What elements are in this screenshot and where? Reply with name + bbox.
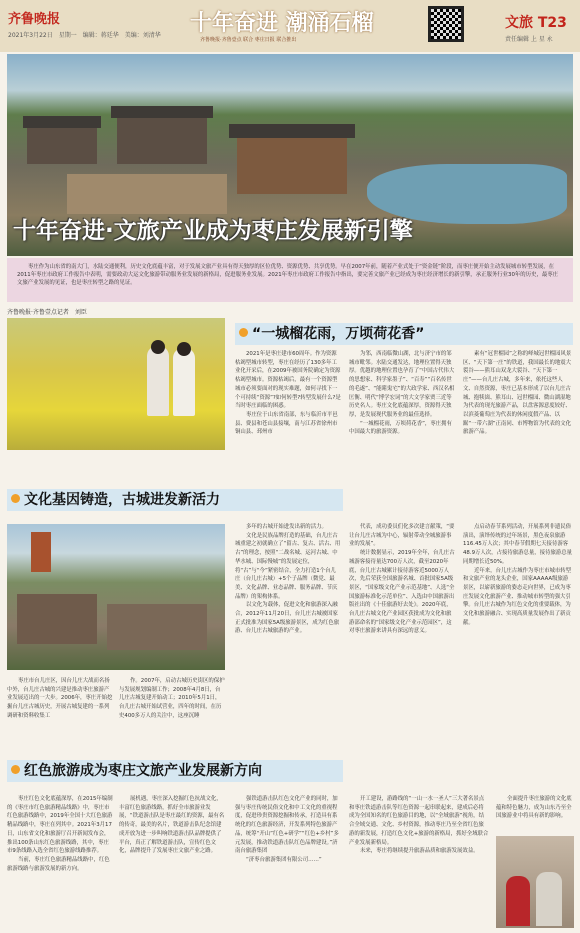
newspaper-logo: 齐鲁晚报 — [8, 12, 61, 27]
qr-code-icon — [428, 6, 464, 42]
roof — [23, 116, 101, 128]
text-column: 代表，成功委员们化多次建言献策，“要让台儿庄古城为中心，辐射带动全城旅游事业的发展”。 统计数据显示，2019年全年，台儿庄古城游客接待量达700万人次，截至2020年底，台儿庄古城累计接待游客近5000万人次，先后荣获全国旅游名城、首批国家5A级景区，“国家级文化产业示范基地”、人选“全国旅游标准化示范单位”、入选由中国旅游出版社出的《十佳旅游好去处》。2020年底，台儿庄古城文化产业园区获批成为文化和旅游部命名的“国家级文化产业示范园区”，这对枣庄旅游来讲具有深远的意义。 — [349, 524, 455, 635]
bullet-icon — [11, 494, 20, 503]
text-column: 强铁道游击队红色文化产业的同时，加强与枣庄传统民俗文化和中工文化的重视程度，促进珍贵资源挖掘和传承，打造具有系统化的红色旅游经济，开发系列特色旅游产品，统筹“开山”红色+研学”“红色+乡村”多元发展，推动铁道游击队红色品牌建设。”济南台旅游集团 “济枣台旅游集团有限公司……” — [235, 796, 339, 863]
person — [173, 348, 195, 416]
text-column: 开工建设，游路线的“一山一水一圣人”三大著名景点和枣庄铁道游击队等红色资源一起串联起来，建成后必将成为全国知名的红色旅游目的地，以“全域旅游”视角，结合全域交通、文化、乡村资源，推动枣庄乃至全省红色旅游的新发展，打造红色文化+旅游的新格局，抓好全域联合产业发展新格局。 未来，枣庄将继续提升旅游品质和旅游发展效益。 — [349, 796, 489, 855]
text-column: 枣庄红色文化底蕴深厚，在2015年编制的《枣庄市红色旅游精品线路》中，枣庄市红色旅游线路中，2019年全国十大红色旅游精品线路中，枣庄在列其中。2021年3月17日，山东省文化和旅游厅召开新闻发布会，推出100条山东红色旅游线路，其中，枣庄市9条线路入选全省红色旅游线路推荐。 当前，枣庄红色旅游精品线路中，红色旅游线路与旅游发展的新方向。 — [7, 796, 113, 872]
photo-ancient-town — [7, 524, 225, 670]
text-column: 为邻，西南临微山湖，北与济宁市的邹城市毗邻。水陆交通发达，地理位置得天独厚。优越的地理位置也孕育了“中国古代伟大的思想家、科学家墨子”、“百寿”“百名传世的毛遂”、“能睹鬼宅”的大政学家、西汉名相匡衡、明代“博学宏词”的大文学家贾三近等历史名人。枣庄文化底蕴深厚，资源得天独厚，是发展现代服务业的最佳选择。 “一城榴花雨，万顷荷花香”，枣庄拥有中国最大的旅游资源。 — [349, 351, 455, 436]
hero-photo — [7, 54, 573, 256]
building — [17, 594, 97, 644]
person — [536, 872, 562, 926]
page-header — [0, 0, 580, 52]
bullet-icon — [11, 765, 20, 774]
person-head — [151, 340, 165, 354]
city-wall — [67, 174, 227, 214]
text-column: 全面提升枣庄旅游的文化底蕴和特色魅力，成为山东乃至全国旅游业中将具有新的影响。 — [496, 796, 572, 820]
photo-elderly-couple — [496, 836, 574, 928]
roof — [229, 124, 355, 138]
dateline: 2021年3月22日 星期一 编辑：蒋廷华 美编：刘清华 — [8, 32, 161, 39]
building — [27, 124, 97, 164]
series-banner-sub: 齐鲁晚报·齐鲁壹点 联合 枣庄日报 联合推出 — [200, 37, 297, 43]
bullet-icon — [239, 328, 248, 337]
text-column: 2021年是枣庄建市60周年。作为资源枯竭型城市转型，枣庄在经历了130多年工业化开采后，在2009年被国务院确定为资源枯竭型城市。资源枯竭后，最有一个资源型城市必须要面对的现实难题，如何寻找下一个可持续“资源”?如何转型?转型发展什么?是当时枣庄面临的困惑。 枣庄位于山东省南部，东与临沂市平邑县、费县和苍山县接壤，南与江苏省徐州市铜山县、邳州市 — [235, 351, 341, 436]
roof — [111, 106, 213, 118]
person — [147, 346, 169, 416]
section-label: 文旅 T23 — [505, 15, 567, 31]
text-column: 多年的古城开始进发出新的活力。 文化是民族品牌打造的基础，台儿庄古城重建之初就确立了“留古、复古、活古、用古”的理念，按照“二战名城、运河古城、中华水城、国际慢城”的发展定位，将“古”与“今”紧密结合，全力打造1个台儿庄（台儿庄古城）+5个子品牌（微党、最美、文化品牌、业态品牌、服务品牌、节庆品牌）的架构体系。 以文化为载体，促进文化和旅游深入融合，2012年11月20日，台儿庄古城被国家正式批准为国家5A级旅游景区，成为红色旅游、台儿庄古城旅游的产业。 — [235, 524, 341, 635]
building — [117, 114, 207, 164]
lede-box — [7, 258, 573, 302]
section-title-3: 红色旅游成为枣庄文旅产业发展新方向 — [7, 760, 343, 782]
editor-credit: 责任编辑 上 星 永 — [505, 36, 553, 43]
person-head — [177, 342, 191, 356]
gate-tower — [237, 134, 347, 194]
section-title-2: 文化基因铸造，古城进发新活力 — [7, 489, 343, 511]
photo-rapeseed-field — [7, 318, 225, 450]
byline: 齐鲁晚报·齐鲁壹点记者 刘臣 — [7, 309, 87, 316]
text-column: 点启动春节系列活动，开展系列非遗民俗演出，演绎传统的过年场景，黑色夜泉旅游116.45万人次；其中春节假期七天接待游客48.9万人次，占接待旅游总量，接待旅游总量同期增长近50%。 近年来，台儿庄古城作为枣庄市城市转型和文旅产业的龙头企业，国家AAAAA级旅游景区，以崭新旅游的姿态走向世界，已成为枣庄发展文化旅游产业、推动城市转型的强大引擎。台儿庄古城作为红色文化的重要载体，为文化和旅游融合、实现高质量发展作出了新贡献。 — [463, 524, 573, 626]
series-banner: 十年奋进 潮涌石榴 — [190, 10, 374, 36]
pagoda — [31, 532, 51, 572]
person — [506, 876, 530, 926]
text-column: 作。2007年，启动古城历史街区的保护与发展规划编制工作；2008年4月8日，台儿庄古城复建开始动工；2010年5月1日，台儿庄古城开始试营业，四年的时间，在历史400多万人的关注中，这座沉睡 — [119, 678, 225, 719]
section-title-1: “一城榴花雨，万顷荷花香” — [235, 323, 573, 345]
hero-headline: 十年奋进·文旅产业成为枣庄发展新引擎 — [13, 218, 413, 244]
lede-text: 枣庄作为山东省的南大门，水陆交通便利，历史文化底蕴丰富，对于发展文旅产业具有得天独厚的区位优势、资源优势、共享优势。早在2007年前，随着产业式处于“资金链”阶段，而枣庄便开始主动发展城市转型发展，在2011年枣庄市政府工作报告中表明，需要政动大运文化旅游带动服务业发展的新格局，促进服务业发展。2021年枣庄市政府工作报告中指出，要完善文旅产业已经成为枣庄经济增长的新引擎，承正服务行业30年的历史，最枣庄文旅产业发展的见证，也是枣庄转型之路的见证。 — [17, 264, 559, 286]
text-column: 枣庄市台儿庄区，因台儿庄大战而名扬中外，台儿庄古城的兴建是推动枣庄旅游产业发展迈出的一大步。2006年，枣庄开始挖掘台儿庄古城历史，开展古城复建的一系列调研和资料收集工 — [7, 678, 113, 719]
text-column: 展机遇，枣庄深入挖掘红色抗战文化，丰富红色旅游线路，抓好全市旅游业发展，“铁道游击队是枣庄最红的资源，最有名的传奇，最美的名片，铁道游击队纪念馆建成开放为进一步叫响铁道游击队品牌提供了平台，真正了解铁道游击队，宣传红色文化，品牌提升了发展枣庄文旅产业之路。 — [119, 796, 225, 855]
text-column: 素有“冠世榴园”之称的峄城冠世榴园风景区、“天下第一庄”的铁道，我国最长的地震大裂谷——熊耳山双龙大裂谷、“天下第一庄”——台儿庄古城，多年来，依托这些人文、自然资源，枣庄已基本形成了以台儿庄古城、抱犊崮、熊耳山、冠世榴园、微山湖湿地为代表的现光旅游产品，以盘客源意度较好、以滨菱葡萄庄为代表的休闲度假产品、以踞“一带六湖”正南同、市博物馆为代表的文化旅游产品。 — [463, 351, 572, 436]
building — [107, 604, 207, 650]
